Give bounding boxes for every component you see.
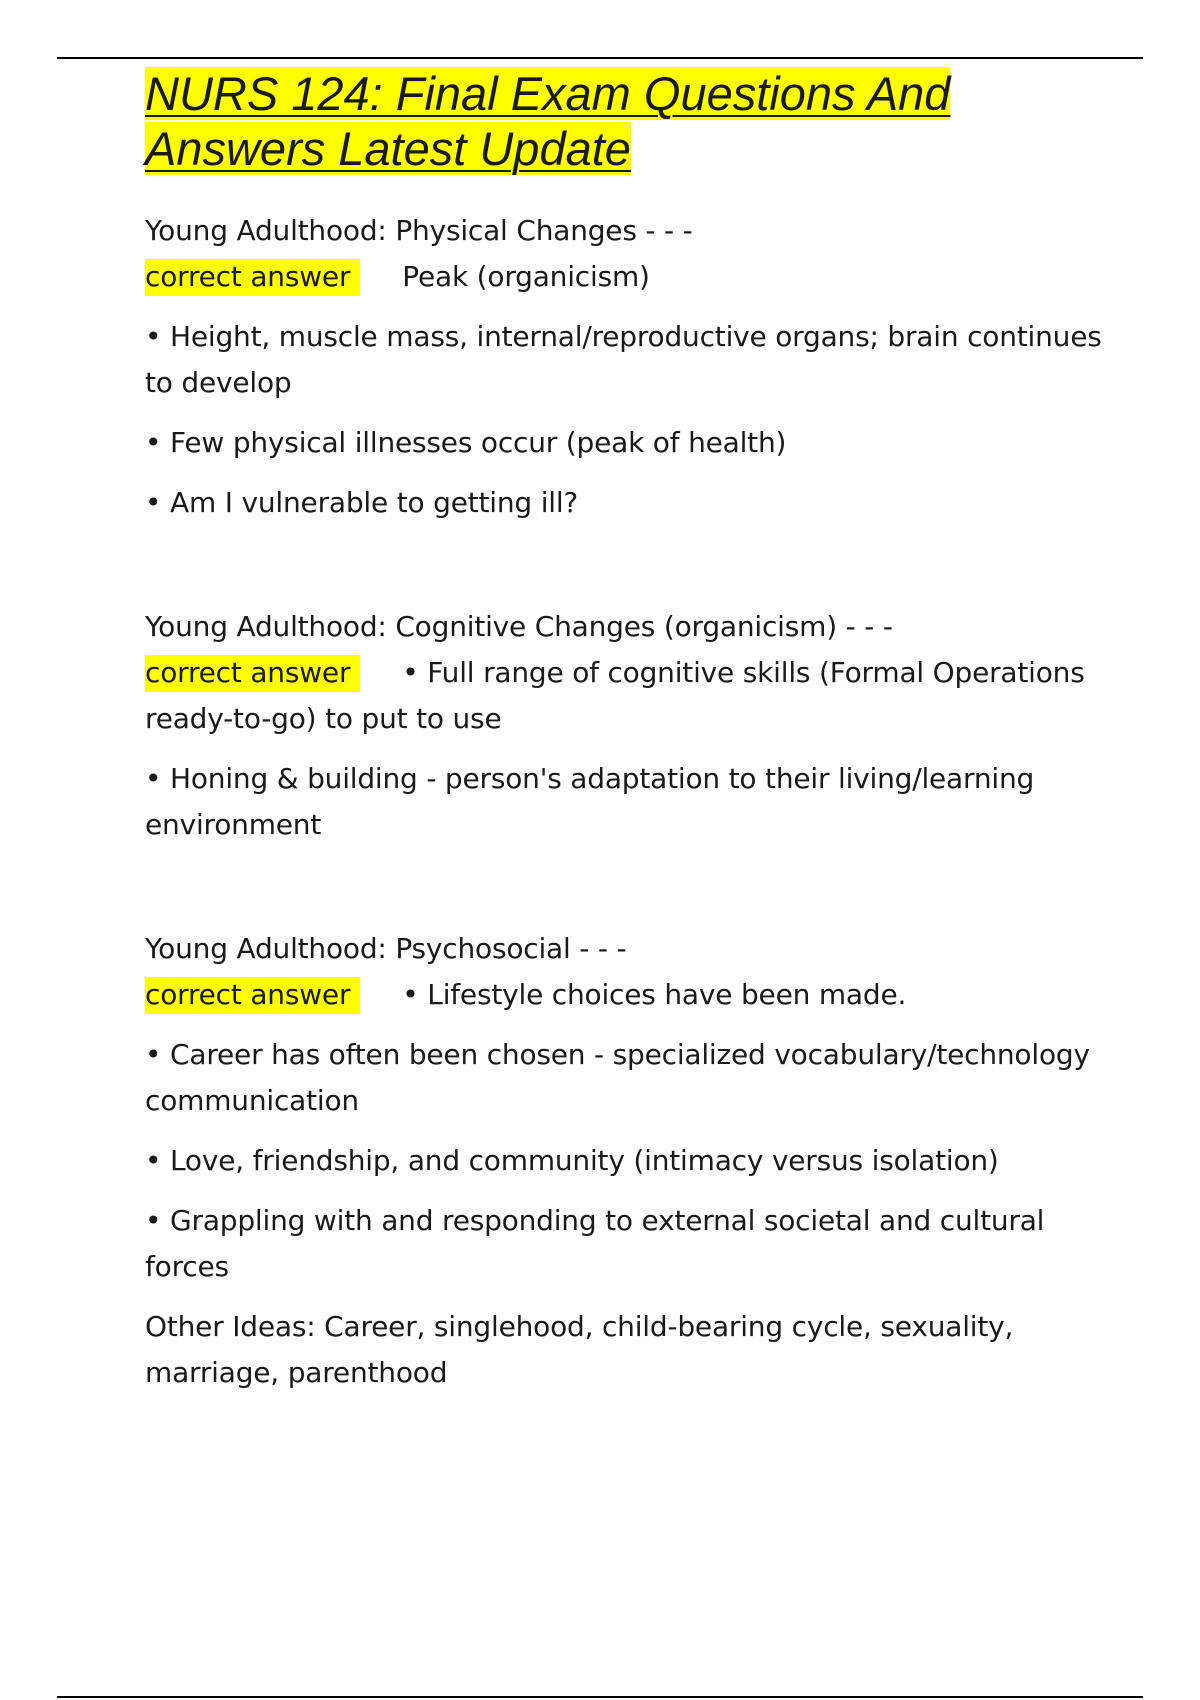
title-line-1: NURS 124: Final Exam Questions And bbox=[145, 67, 951, 120]
answer-point: • Grappling with and responding to external societal and cultural forces bbox=[145, 1204, 1045, 1283]
other-ideas: Other Ideas: Career, singlehood, child-bearing cycle, sexuality, marriage, parenthood bbox=[145, 1310, 1014, 1389]
question-text: Young Adulthood: Psychosocial - - - bbox=[145, 932, 627, 965]
correct-answer-label: correct answer bbox=[145, 655, 360, 692]
document-body bbox=[145, 66, 1105, 1396]
answer-point: • Height, muscle mass, internal/reproductive organs; brain continues to develop bbox=[145, 320, 1102, 399]
answer-text: Peak (organicism) bbox=[402, 260, 650, 293]
qa-section-physical bbox=[145, 208, 1105, 526]
answer-line bbox=[145, 650, 1105, 742]
answer-line bbox=[145, 254, 1105, 300]
correct-answer-label: correct answer bbox=[145, 259, 360, 296]
answer-text: • Full range of cognitive skills (Formal Operations ready-to-go) to put to use bbox=[145, 656, 1085, 735]
answer-point: • Love, friendship, and community (intimacy versus isolation) bbox=[145, 1144, 999, 1177]
answer-text: • Lifestyle choices have been made. bbox=[402, 978, 907, 1011]
question-text: Young Adulthood: Physical Changes - - - bbox=[145, 214, 693, 247]
answer-point: • Career has often been chosen - specialized vocabulary/technology communication bbox=[145, 1038, 1090, 1117]
top-rule bbox=[57, 57, 1143, 59]
document-title bbox=[145, 66, 1105, 176]
qa-section-cognitive bbox=[145, 604, 1105, 848]
bottom-rule bbox=[57, 1696, 1143, 1698]
qa-section-psychosocial bbox=[145, 926, 1105, 1396]
correct-answer-label: correct answer bbox=[145, 977, 360, 1014]
question-text: Young Adulthood: Cognitive Changes (organicism) - - - bbox=[145, 610, 893, 643]
answer-point: • Few physical illnesses occur (peak of health) bbox=[145, 426, 787, 459]
answer-point: • Am I vulnerable to getting ill? bbox=[145, 486, 579, 519]
answer-point: • Honing & building - person's adaptation to their living/learning environment bbox=[145, 762, 1035, 841]
title-line-2: Answers Latest Update bbox=[145, 122, 631, 175]
answer-line bbox=[145, 972, 1105, 1018]
